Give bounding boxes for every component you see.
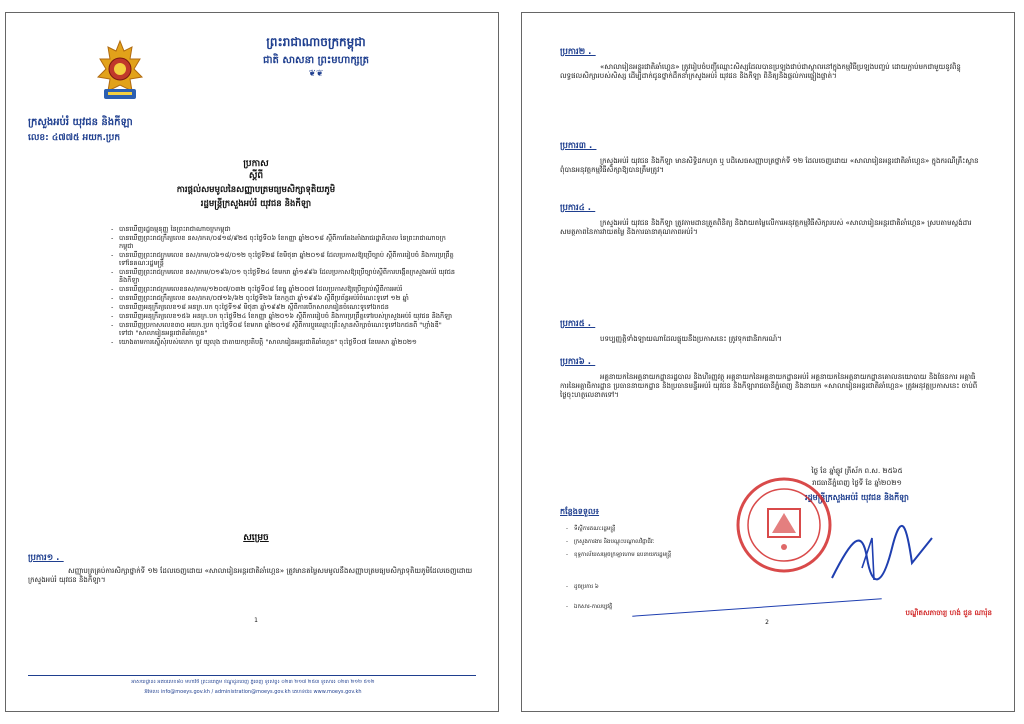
recipient-item: - ខុទ្ទកាល័យសម្ដេចក្រឡាហោម ឧបនាយករដ្ឋមន្ត្រី xyxy=(566,549,746,561)
document-page-1 xyxy=(5,12,499,712)
document-page-2 xyxy=(521,12,1015,712)
reference-number: លេខ: ៤៧៧៥ អយក.ប្រក xyxy=(28,133,121,143)
consideration-item: - បានឃើញរដ្ឋធម្មនុញ្ញ នៃព្រះរាជាណាចក្រកម្ពុជា xyxy=(111,225,456,233)
consideration-item: - បានឃើញព្រះរាជក្រឹត្យលេខ នស/រកត/០៨១៨/៩២៥ ចុះថ្ងៃទី០៦ ខែកញ្ញា ឆ្នាំ២០១៨ ស្ដីពីការតែងតាំងរាជរដ្ឋាភិបាល នៃព្រះរាជាណាចក្រកម្ពុជា xyxy=(111,234,456,250)
article5-text: បទប្បញ្ញត្តិទាំងឡាយណាដែលផ្ទុយនឹងប្រកាសនេះ ត្រូវទុកជានិរាករណ៍។ xyxy=(600,335,782,343)
ministry-emblem-logo xyxy=(94,39,146,105)
handwritten-signature xyxy=(822,518,942,593)
recipient-item: - ទីស្ដីការគណៈរដ្ឋមន្ត្រី xyxy=(566,523,746,535)
page-number: 2 xyxy=(765,619,769,626)
recipients-heading: កន្លែងទទួល៖ xyxy=(560,507,600,516)
document-type: ប្រកាស xyxy=(243,159,269,169)
motto-header: ជាតិ សាសនា ព្រះមហាក្សត្រ xyxy=(263,55,369,66)
article2-text: «សាលារៀនអន្តរជាតិឆាំហ្គេន» ត្រូវរៀបចំបញ្ជីឈ្មោះសិស្សដែលបានប្រឡងជាប់ជាស្ថាពរនៅក្នុងកម្មវិធីប្រឡងបញ្ចប់ ដោយភ្ជាប់មកជាមួយនូវពិន្ទុលទ្ធផលសិក្សារបស់សិស្ស ដើម្បីដាក់ជូនថ្នាក់ដឹកនាំក្រសួងអប់រំ យុវជន និងកីឡា ពិនិត្យនិងផ្ដល់ការផ្ទៀងផ្ទាត់។ xyxy=(560,63,961,80)
footer-contact: អ៊ីម៉ែល៖ info@moeys.gov.kh / administration@moeys.gov.kh គេហទំព័រ៖ www.moeys.gov.kh xyxy=(144,689,362,695)
article4-text: ក្រសួងអប់រំ យុវជន និងកីឡា ត្រូវតាមដានត្រួតពិនិត្យ និងវាយតម្លៃលើការអនុវត្តកម្មវិធីសិក្សារបស់ «សាលារៀនអន្តរជាតិឆាំហ្គេន» ស្របតាមស្តង់ដារសមត្ថភាពនៃការវាយតម្លៃ និងការធានាគុណភាពអប់រំ។ xyxy=(560,219,972,236)
considerations-list xyxy=(111,225,456,347)
kingdom-header: ព្រះរាជាណាចក្រកម្ពុជា xyxy=(266,35,366,49)
footer-divider xyxy=(28,675,476,676)
document-signer-line: រដ្ឋមន្ត្រីក្រសួងអប់រំ យុវជន និងកីឡា xyxy=(200,199,312,209)
article1-text: សញ្ញាបត្រគ្រប់ការសិក្សាថ្នាក់ទី ១២ ដែលចេញដោយ «សាលារៀនអន្តរជាតិឆាំហ្គេន» ត្រូវមានតម្លៃសមមូលនឹងសញ្ញាបត្រមធ្យមសិក្សាទុតិយភូមិដែលចេញដោយក្រសួងអប់រំ យុវជន និងកីឡា។ xyxy=(28,567,473,584)
consideration-item: - បានឃើញព្រះរាជក្រឹត្យលេខ នស/រកត/០៧១៦/៦២ ចុះថ្ងៃទី២៦ ខែកក្កដា ឆ្នាំ១៩៩៦ ស្ដីពីប្រព័ន្ធអប់រំចំណេះទូទៅ ១២ ឆ្នាំ xyxy=(111,294,456,302)
recipient-item: - ឯកសារ-កាលប្បវត្តិ xyxy=(566,601,746,613)
signer-title: រដ្ឋមន្ត្រីក្រសួងអប់រំ យុវជន និងកីឡា xyxy=(805,493,909,502)
consideration-item: - បានឃើញអនុក្រឹត្យលេខ១៥៦ អនក្រ.បក ចុះថ្ងៃទី២៤ ខែកញ្ញា ឆ្នាំ២០១៦ ស្ដីពីការរៀបចំ និងការប្រព្រឹត្តទៅរបស់ក្រសួងអប់រំ យុវជន និងកីឡា xyxy=(111,312,456,320)
recipient-item: - ក្រសួងការងារ និងបណ្ដុះបណ្ដាលវិជ្ជាជីវៈ xyxy=(566,536,746,548)
official-seal-stamp xyxy=(734,475,834,575)
page-number: 1 xyxy=(254,617,258,624)
article6-label: ប្រការ៦ ._ xyxy=(560,357,596,367)
article4-label: ប្រការ៤ ._ xyxy=(560,203,596,213)
article2-label: ប្រការ២ ._ xyxy=(560,47,596,57)
document-title: ការផ្ដល់សមមូលនៃសញ្ញាបត្រមធ្យមសិក្សាទុតិយភូមិ xyxy=(176,185,336,195)
article1-label: ប្រការ១ ._ xyxy=(28,553,64,563)
motto-ornament: ❦❦ xyxy=(308,69,324,79)
solar-date: រាជធានីភ្នំពេញ ថ្ងៃទី ខែ ឆ្នាំ២០២១ xyxy=(812,479,902,487)
consideration-item: - បានឃើញព្រះរាជក្រមលេខ នស/រកម/០១៩៦/០១ ចុះថ្ងៃទី២៤ ខែមករា ឆ្នាំ១៩៩៦ ដែលប្រកាសឱ្យប្រើច្បាប់ស្ដីពីការបង្កើតក្រសួងអប់រំ យុវជន និងកីឡា xyxy=(111,268,456,284)
lunar-date: ថ្ងៃ ខែ ឆ្នាំឆ្លូវ ត្រីស័ក ព.ស. ២៥៦៥ xyxy=(811,467,903,475)
article6-text: អគ្គនាយកនៃអគ្គនាយកដ្ឋានរដ្ឋបាល និងហិរញ្ញវត្ថុ អគ្គនាយកនៃអគ្គនាយកដ្ឋានអប់រំ អគ្គនាយកនៃអគ្គនាយកដ្ឋានគោលនយោបាយ និងផែនការ អគ្គាធិការនៃអគ្គាធិការដ្ឋាន ប្រធាននាយកដ្ឋាន និងប្រធានមន្ទីរអប់រំ យុវជន និងកីឡារាជធានីភ្នំពេញ និងនាយក «សាលារៀនអន្តរជាតិឆាំហ្គេន» ត្រូវអនុវត្តប្រកាសនេះ ចាប់ពីថ្ងៃចុះហត្ថលេខាតទៅ។ xyxy=(560,373,978,399)
footer-address: អាសយដ្ឋាន៖ អគារលេខ៨០ មហាវិថី ព្រះនរោត្ដម ខ័ណ្ឌដូនពេញ ភ្នំពេញ ទូរស័ព្ទ៖ ០២៣ ២១៧ ២៥៣ ទូរសារ៖ ០២៣ ២១២ ៥១២ xyxy=(131,679,375,685)
recipient-item: - ដូចប្រការ ៦ xyxy=(566,581,746,593)
signatory-name: បណ្ឌិតសភាចារ្យ ហង់ ជួន ណារ៉ុន xyxy=(905,609,992,617)
consideration-item: - បានឃើញព្រះរាជក្រមលេខនស/រកម/១២០៧/០៣២ ចុះថ្ងៃទី០៨ ខែធ្នូ ឆ្នាំ២០០៧ ដែលប្រកាសឱ្យប្រើច្បាប់ស្ដីពីការអប់រំ xyxy=(111,285,456,293)
document-about: ស្ដីពី xyxy=(248,171,264,181)
ministry-name: ក្រសួងអប់រំ យុវជន និងកីឡា xyxy=(28,117,133,128)
article3-text: ក្រសួងអប់រំ យុវជន និងកីឡា មានសិទ្ធិដកហូត ឬ បដិសេធសញ្ញាបត្រថ្នាក់ទី ១២ ដែលចេញដោយ «សាលារៀនអន្តរជាតិឆាំហ្គេន» ក្នុងករណីគ្រឹះស្ថានពុំបានអនុវត្តកម្មវិធីសិក្សាឱ្យបានត្រឹមត្រូវ។ xyxy=(560,157,979,174)
decision-heading: សម្រេច xyxy=(243,533,269,543)
article3-label: ប្រការ៣ ._ xyxy=(560,141,597,151)
article5-label: ប្រការ៥ ._ xyxy=(560,319,596,329)
consideration-item: - បានឃើញព្រះរាជក្រមលេខ នស/រកម/០៦១៨/០១២ ចុះថ្ងៃទី២៨ ខែមិថុនា ឆ្នាំ២០១៨ ដែលប្រកាសឱ្យប្រើច្បាប់ ស្ដីពីការរៀបចំ និងការប្រព្រឹត្តទៅនៃគណៈរដ្ឋមន្ត្រី xyxy=(111,251,456,267)
consideration-item: - យោងតាមការស្នើសុំរបស់លោក ចូវ យូលុង ជាតាយកប្រតិបត្តិ "សាលារៀនអន្តរជាតិឆាំហ្គេន" ចុះថ្ងៃទី០៧ ខែមេសា ឆ្នាំ២០២១ xyxy=(111,338,456,346)
consideration-item: - បានឃើញអនុក្រឹត្យលេខ១៨ អនក្រ.បក ចុះថ្ងៃទី១៩ មិថុនា ឆ្នាំ១៩៩២ ស្ដីពីការបើកសាលារៀនចំណេះទូទៅឯកជន xyxy=(111,303,456,311)
consideration-item: - បានឃើញប្រកាសលេខ៣០ អយក.ប្រក ចុះថ្ងៃទី០៨ ខែមករា ឆ្នាំ២០១៨ ស្ដីពីការប្ដូរឈ្មោះគ្រឹះស្ថានសិក្សាចំណេះទូទៅឯកជនពី "ហ្គាំងឌី" ទៅជា "សាលារៀនអន្តរជាតិឆាំហ្គេន" xyxy=(111,321,456,337)
recipients-list xyxy=(566,523,746,614)
